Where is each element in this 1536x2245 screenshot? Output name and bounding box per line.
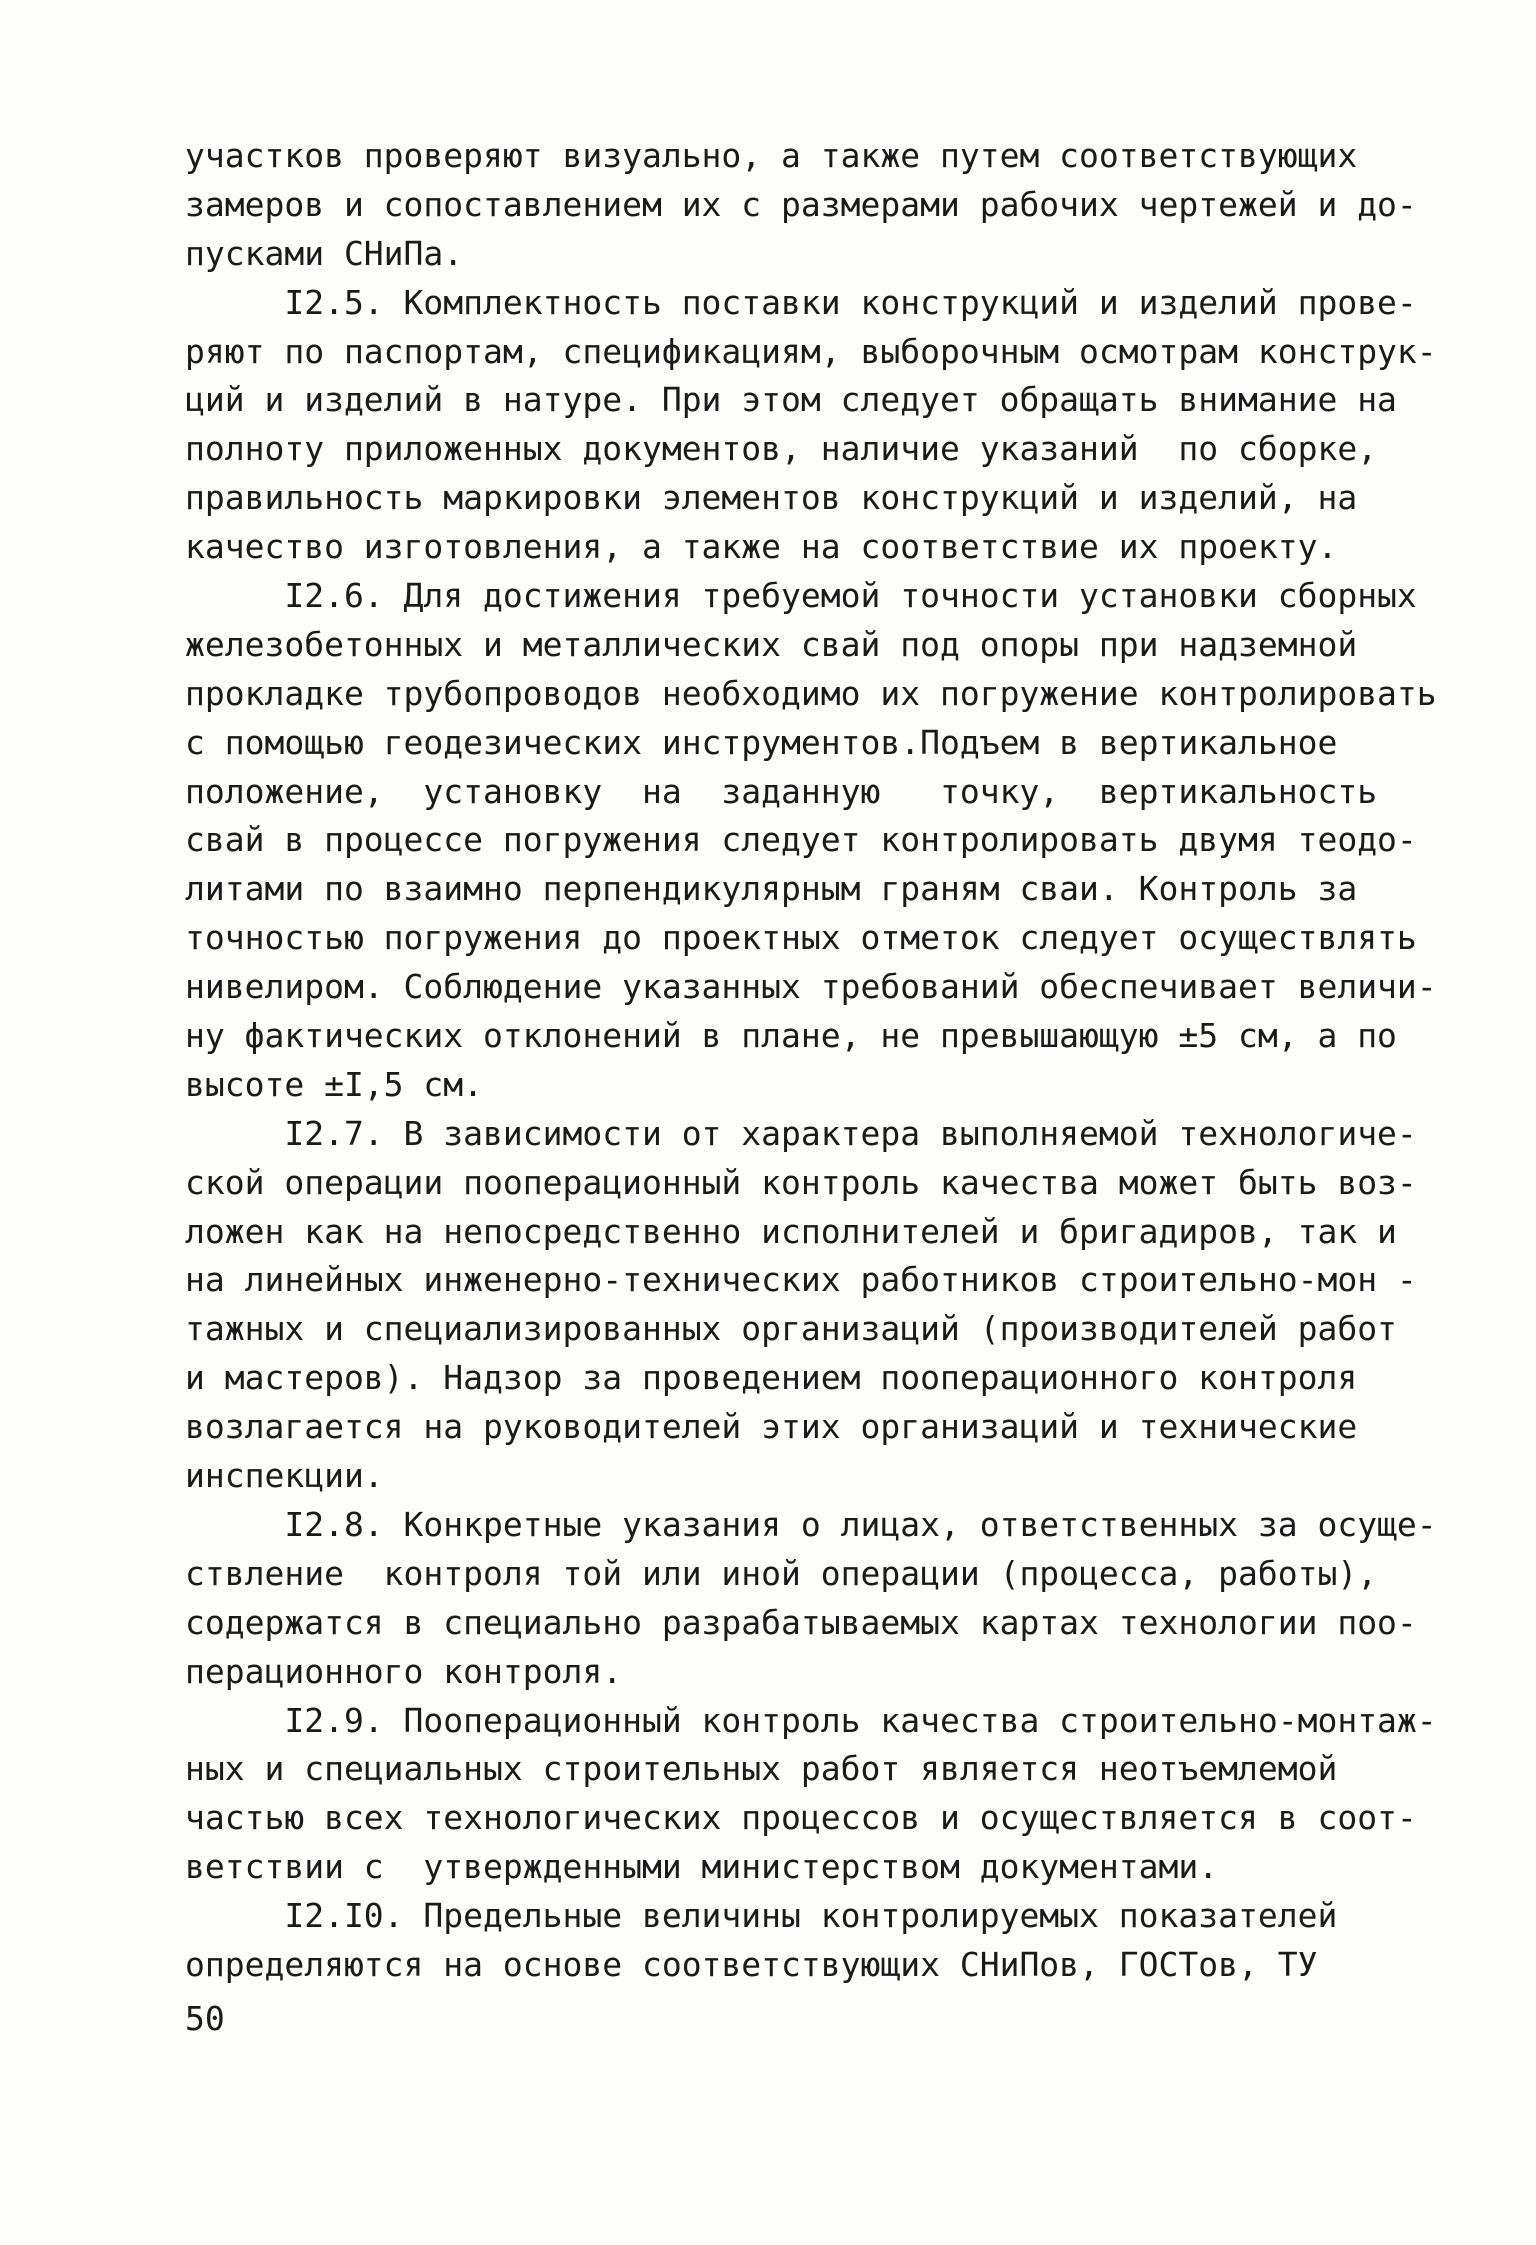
text-line: ской операции пооперационный контроль качества может быть воз- [185,1162,1417,1202]
text-line: высоте ±I,5 см. [185,1064,484,1104]
page-number: 50 [185,1999,225,2038]
text-line: ряют по паспортам, спецификациям, выборочным осмотрам конструк- [185,331,1437,371]
text-line: ствление контроля той или иной операции (процесса, работы), [185,1553,1378,1593]
text-line: ветствии с утвержденными министерством документами. [185,1847,1219,1887]
text-line: ложен как на непосредственно исполнителей и бригадиров, так и [185,1211,1397,1251]
text-line: частью всех технологических процессов и осуществляется в соот- [185,1798,1417,1838]
text-line: пусками СНиПа. [185,233,464,273]
text-line: замеров и сопоставлением их с размерами рабочих чертежей и до- [185,184,1417,224]
paragraph-12-6-start: I2.6. Для достижения требуемой точности установки сборных [185,576,1417,616]
text-line: определяются на основе соответствующих СНиПов, ГОСТов, ТУ [185,1944,1318,1984]
paragraph-12-5-start: I2.5. Комплектность поставки конструкций и изделий прове- [185,282,1417,322]
text-line: содержатся в специально разрабатываемых картах технологии поо- [185,1602,1417,1642]
text-line: литами по взаимно перпендикулярным граням сваи. Контроль за [185,869,1358,909]
paragraph-12-7-start: I2.7. В зависимости от характера выполняемой технологиче- [185,1113,1417,1153]
text-line: свай в процессе погружения следует контролировать двумя теодо- [185,820,1417,860]
text-line: тажных и специализированных организаций (производителей работ [185,1309,1397,1349]
text-line: правильность маркировки элементов конструкций и изделий, на [185,478,1358,518]
text-line: качество изготовления, а также на соответствие их проекту. [185,527,1338,567]
text-line: с помощью геодезических инструментов.Подъем в вертикальное [185,722,1338,762]
text-line: перационного контроля. [185,1651,623,1691]
text-line: возлагается на руководителей этих организаций и технические [185,1407,1358,1447]
text-line: инспекции. [185,1456,384,1496]
text-line: ций и изделий в натуре. При этом следует обращать внимание на [185,380,1397,420]
text-line: ну фактических отклонений в плане, не превышающую ±5 см, а по [185,1016,1397,1056]
text-line: нивелиром. Соблюдение указанных требований обеспечивает величи- [185,967,1437,1007]
text-line: положение, установку на заданную точку, вертикальность [185,771,1378,811]
text-line: и мастеров). Надзор за проведением пооперационного контроля [185,1358,1358,1398]
paragraph-12-9-start: I2.9. Пооперационный контроль качества строительно-монтаж- [185,1700,1437,1740]
paragraph-12-10-start: I2.I0. Предельные величины контролируемых показателей [185,1896,1338,1936]
text-line: участков проверяют визуально, а также путем соответствующих [185,136,1358,175]
text-line: железобетонных и металлических свай под опоры при надземной [185,624,1358,664]
text-line: ных и специальных строительных работ является неотъемлемой [185,1749,1338,1789]
text-line: полноту приложенных документов, наличие указаний по сборке, [185,429,1378,469]
text-line: точностью погружения до проектных отметок следует осуществлять [185,918,1417,958]
paragraph-12-8-start: I2.8. Конкретные указания о лицах, ответственных за осуще- [185,1504,1437,1544]
text-line: прокладке трубопроводов необходимо их погружение контролировать [185,673,1437,713]
body-text [185,132,1445,1990]
text-line: на линейных инженерно-технических работников строительно-мон - [185,1260,1417,1300]
